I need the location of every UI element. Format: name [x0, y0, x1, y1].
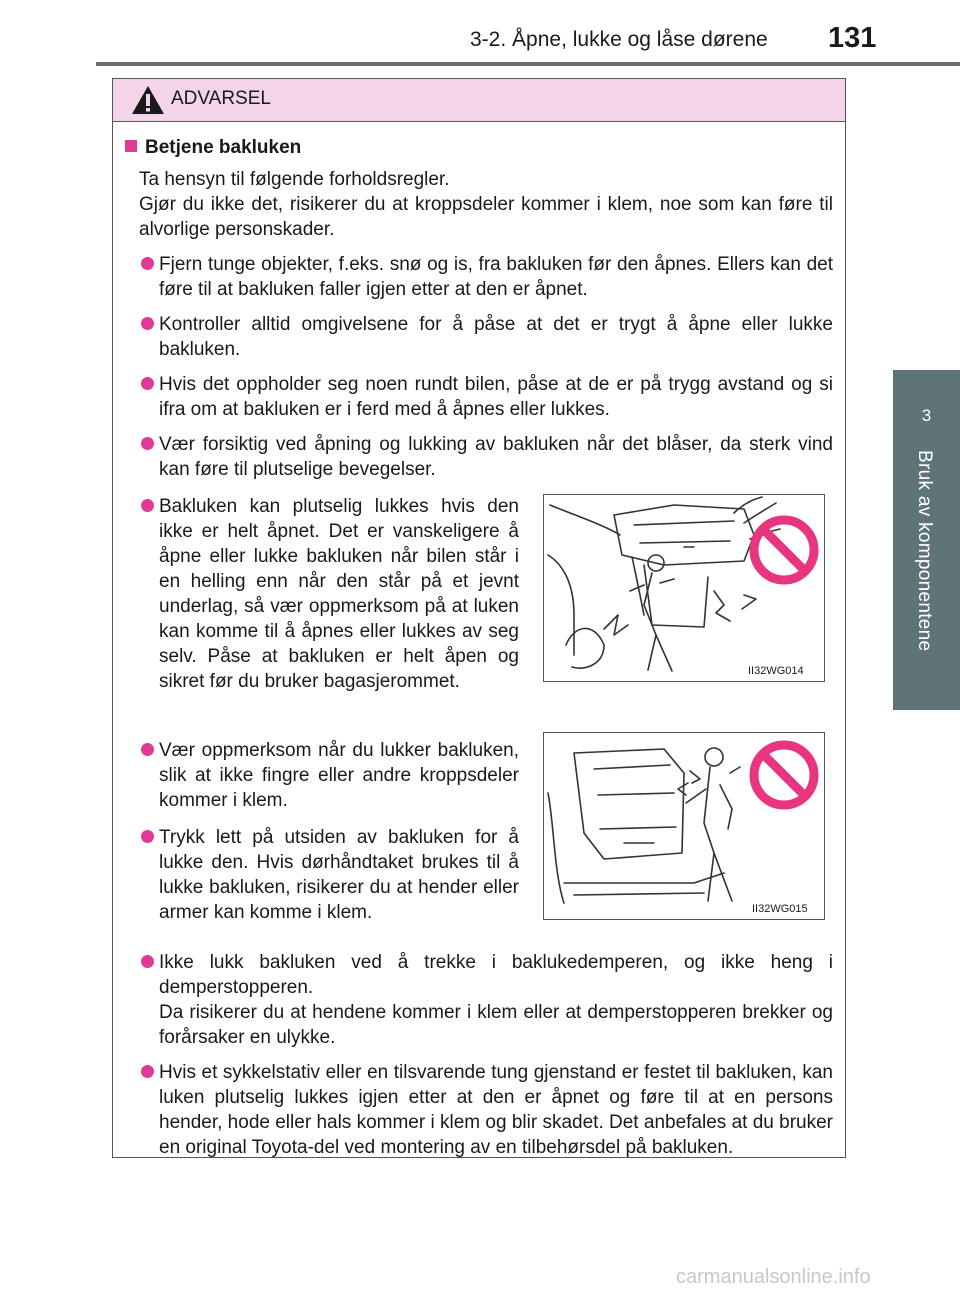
- illustration-row-2: [113, 738, 847, 930]
- list-item: [141, 432, 833, 482]
- chapter-side-tab: [893, 370, 960, 710]
- car-tailgate-closing-illustration: [544, 495, 823, 680]
- prohibition-icon: [754, 745, 814, 805]
- list-item: [141, 825, 519, 925]
- page-number: 131: [828, 22, 877, 54]
- section-heading: [125, 137, 847, 163]
- bullet-icon: [141, 955, 154, 968]
- warning-box: [112, 78, 846, 1158]
- intro-line-1: Ta hensyn til følgende forholdsregler.: [139, 169, 450, 190]
- prohibition-icon: [754, 520, 814, 580]
- chapter-title: Bruk av komponentene: [914, 450, 935, 652]
- list-item: [141, 494, 519, 694]
- intro-paragraph: [139, 167, 833, 242]
- header-section-title: 3-2. Åpne, lukke og låse dørene: [470, 28, 768, 51]
- bullet-text-continued: Da risikerer du at hendene kommer i klem eller at demperstopperen brekker og forårsaker en ulykke.: [159, 1002, 833, 1048]
- bullet-icon: [141, 437, 154, 450]
- warning-label: ADVARSEL: [171, 88, 271, 109]
- bullet-text: Ikke lukk bakluken ved å trekke i baklukedemperen, og ikke heng i demperstopperen.: [159, 952, 833, 998]
- chapter-number: 3: [921, 406, 932, 425]
- illustration-row-1: [113, 494, 847, 724]
- illustration-code: II32WG014: [748, 665, 804, 677]
- illustration-code: II32WG015: [752, 903, 808, 915]
- bullet-icon: [141, 743, 154, 756]
- bullet-text: Trykk lett på utsiden av bakluken for å lukke den. Hvis dørhåndtaket brukes til å lukke bakluken, risikerer du at hender eller armer kan komme i klem.: [159, 827, 519, 923]
- warning-triangle-icon: [131, 85, 165, 115]
- illustration-hand-caught: [543, 732, 825, 920]
- hand-caught-in-tailgate-illustration: [544, 733, 823, 918]
- bullet-icon: [141, 830, 154, 843]
- warning-content: [113, 137, 847, 1160]
- bullet-icon: [141, 377, 154, 390]
- bullet-icon: [141, 257, 154, 270]
- bullet-text: Hvis det oppholder seg noen rundt bilen, påse at de er på trygg avstand og si ifra om at bakluken er i ferd med å åpnes eller lukkes.: [159, 374, 833, 420]
- list-item: [141, 312, 833, 362]
- bullet-text: Hvis et sykkelstativ eller en tilsvarende tung gjenstand er festet til bakluken, kan luken plutselig lukkes igjen etter at den er åpnet og føre til at en persons hender, hode eller hals kommer i klem og blir skadet. Det anbefales at du bruker en original Toyota-del ved montering av en tilbehørsdel på bakluken.: [159, 1062, 833, 1158]
- bullet-text: Vær forsiktig ved åpning og lukking av bakluken når det blåser, da sterk vind kan føre til plutselige bevegelser.: [159, 434, 833, 480]
- list-item: [141, 1060, 833, 1160]
- list-item: [141, 372, 833, 422]
- warning-header: [113, 79, 845, 122]
- intro-line-2: Gjør du ikke det, risikerer du at kroppsdeler kommer i klem, noe som kan føre til alvorlige personskader.: [139, 194, 833, 240]
- bullet-icon: [141, 1065, 154, 1078]
- watermark: carmanualsonline.info: [676, 1266, 871, 1288]
- illustration-tailgate-falling: [543, 494, 825, 682]
- section-heading-text: Betjene bakluken: [145, 137, 302, 158]
- bullet-text: Kontroller alltid omgivelsene for å påse at det er trygt å åpne eller lukke bakluken.: [159, 314, 833, 360]
- list-item: [141, 252, 833, 302]
- bullet-text: Vær oppmerksom når du lukker bakluken, slik at ikke fingre eller andre kroppsdeler kommer i klem.: [159, 740, 519, 811]
- list-item: [141, 738, 519, 813]
- bullet-icon: [141, 499, 154, 512]
- bullet-icon: [141, 317, 154, 330]
- list-item: [141, 950, 833, 1050]
- bullet-text: Bakluken kan plutselig lukkes hvis den ikke er helt åpnet. Det er vanskeligere å åpne eller lukke bakluken når bilen står i en helling enn når den står på et jevnt underlag, så vær oppmerksom på at luken kan komme til å åpnes eller lukkes av seg selv. Påse at bakluken er helt åpen og sikret før du bruker bagasjerommet.: [159, 496, 519, 692]
- header-rule: [96, 62, 960, 66]
- section-square-icon: [125, 140, 137, 152]
- bullet-text: Fjern tunge objekter, f.eks. snø og is, fra bakluken før den åpnes. Ellers kan det føre til at bakluken faller igjen etter at den er åpnet.: [159, 254, 833, 300]
